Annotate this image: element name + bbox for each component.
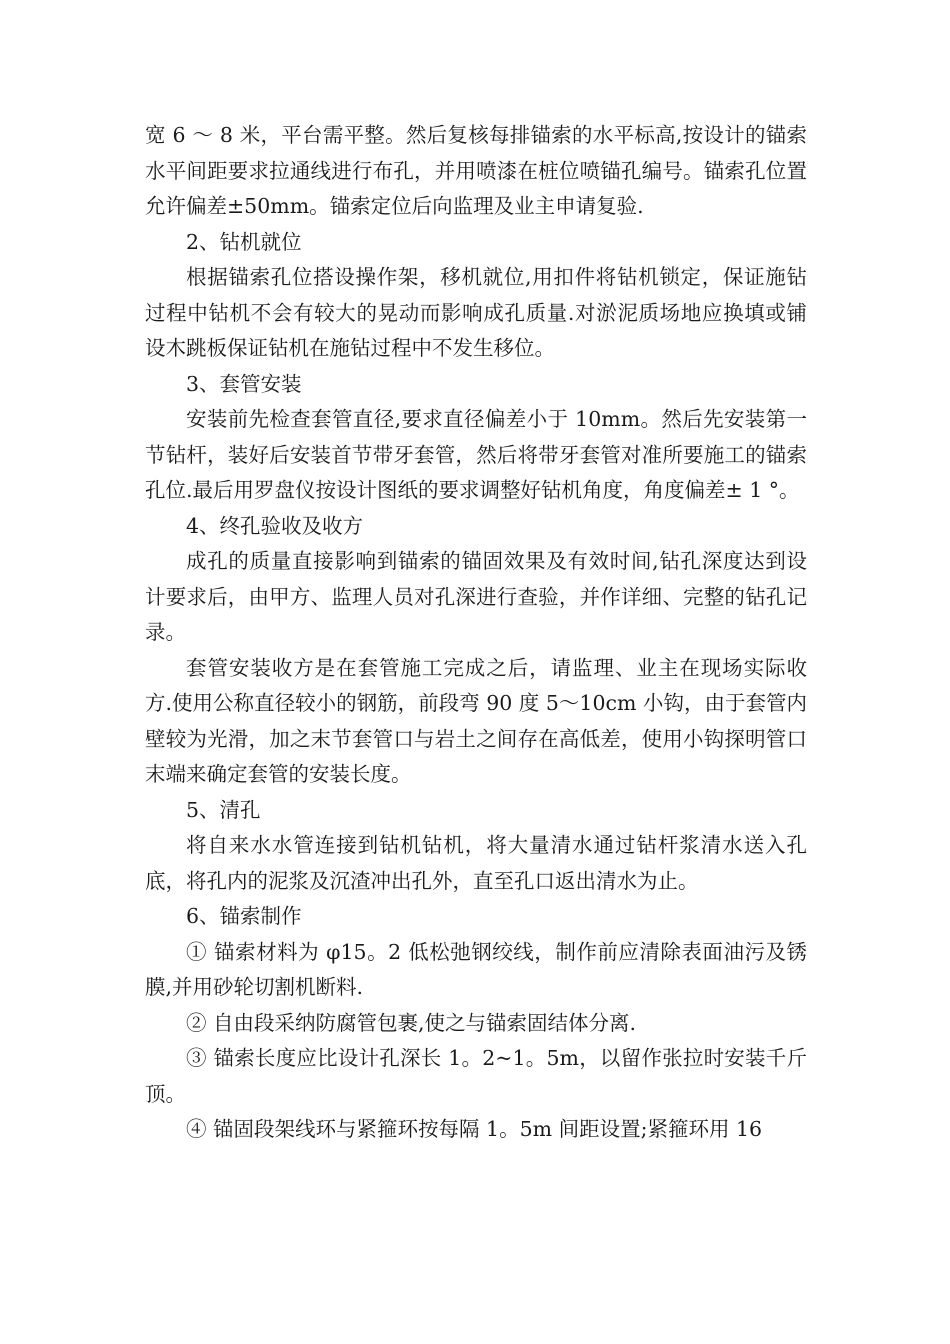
- section-heading-anchor-cable-fabrication: 6、锚索制作: [186, 904, 302, 928]
- section-heading-drill-positioning: 2、钻机就位: [186, 229, 302, 254]
- paragraph: 套管安装收方是在套管施工完成之后，请监理、业主在现场实际收方.使用公称直径较小的钢筋，前段弯 90 度 5～10cm 小钩，由于套管内壁较为光滑，加之末节套管口与岩土之间存在高低差，使用小钩探明管口末端来确定套管的安装长度。: [145, 655, 807, 786]
- list-item: ① 锚索材料为 φ15。2 低松弛钢绞线，制作前应清除表面油污及锈膜,并用砂轮切割机断料.: [145, 939, 807, 999]
- section-heading-hole-cleaning: 5、清孔: [186, 797, 261, 822]
- section-heading-casing-installation: 3、套管安装: [186, 371, 302, 396]
- paragraph: 成孔的质量直接影响到锚索的锚固效果及有效时间,钻孔深度达到设计要求后，由甲方、监理人员对孔深进行查验，并作详细、完整的钻孔记录。: [145, 549, 807, 644]
- section-heading-final-hole-acceptance: 4、终孔验收及收方: [186, 513, 364, 538]
- list-item: ③ 锚索长度应比设计孔深长 1。2~1。5m，以留作张拉时安装千斤顶。: [145, 1046, 807, 1106]
- document-body: [145, 118, 807, 1148]
- list-item: ② 自由段采纳防腐管包裹,使之与锚索固结体分离.: [186, 1010, 637, 1035]
- paragraph-continued: 宽 6 ～ 8 米，平台需平整。然后复核每排锚索的水平标高,按设计的锚索水平间距要求拉通线进行布孔，并用喷漆在桩位喷锚孔编号。锚索孔位置允许偏差±50mm。锚索定位后向监理及业主申请复验.: [145, 123, 807, 218]
- list-item: ④ 锚固段架线环与紧箍环按每隔 1。5m 间距设置;紧箍环用 16: [186, 1117, 763, 1141]
- paragraph: 根据锚索孔位搭设操作架，移机就位,用扣件将钻机锁定，保证施钻过程中钻机不会有较大的晃动而影响成孔质量.对淤泥质场地应换填或铺设木跳板保证钻机在施钻过程中不发生移位。: [145, 265, 807, 360]
- paragraph: 将自来水水管连接到钻机钻机，将大量清水通过钻杆浆清水送入孔底，将孔内的泥浆及沉渣冲出孔外，直至孔口返出清水为止。: [145, 833, 807, 893]
- paragraph: 安装前先检查套管直径,要求直径偏差小于 10mm。然后先安装第一节钻杆，装好后安装首节带牙套管，然后将带牙套管对准所要施工的锚索孔位.最后用罗盘仪按设计图纸的要求调整好钻机角度，角度偏差± 1 °。: [145, 407, 807, 502]
